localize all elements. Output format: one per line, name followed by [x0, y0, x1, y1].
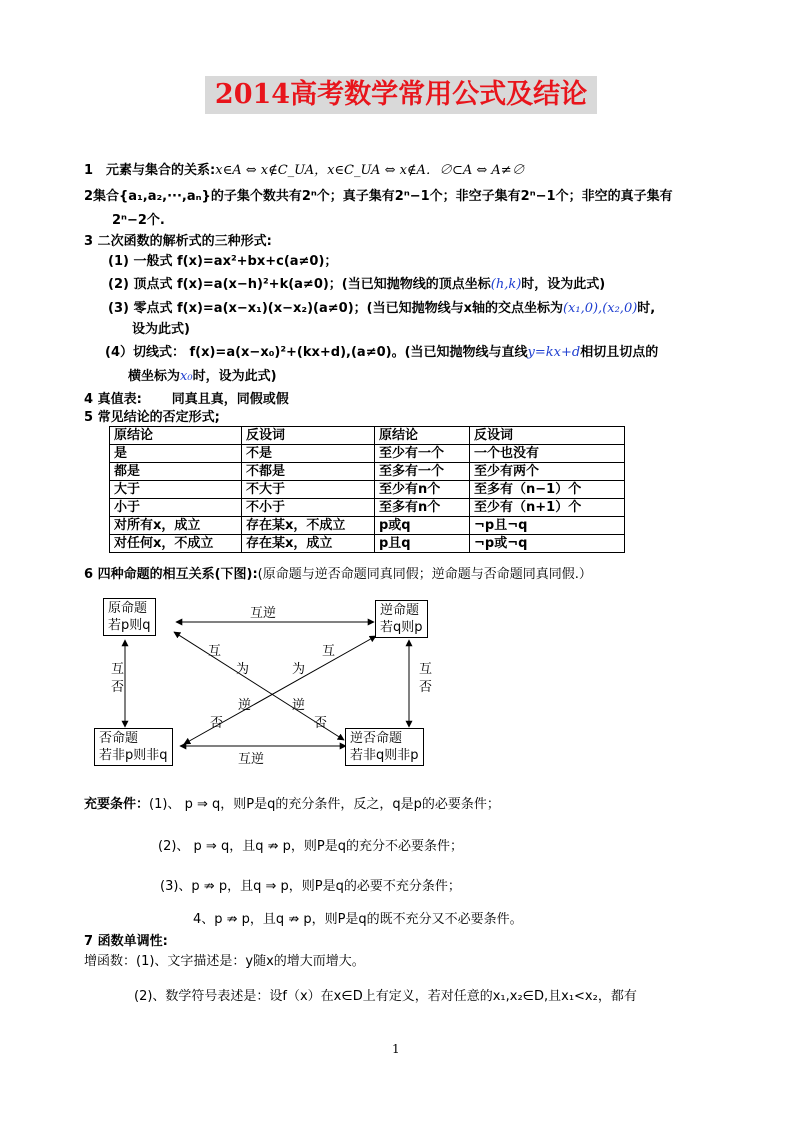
table-cell: 至多有（n−1）个 [470, 481, 625, 499]
box-original-form: 若p则q [108, 618, 151, 633]
label-diag2-4: 否 [314, 716, 328, 731]
label-diag1-2: 为 [236, 662, 250, 677]
condition-3: (3)、p ⇏ p，且q ⇒ p，则P是q的必要不充分条件； [160, 879, 461, 894]
section-2-cont: 2ⁿ−2个. [112, 213, 165, 228]
table-cell: p且q [375, 535, 470, 553]
table-cell: ¬p且¬q [470, 517, 625, 535]
box-contrapositive [345, 728, 424, 766]
label-left-1: 互 [111, 662, 125, 677]
section-4-text: 同真且真，同假或假 [171, 392, 289, 407]
box-contrapositive-form: 若非q则非p [350, 748, 419, 763]
box-original [103, 598, 156, 636]
table-cell: 原结论 [110, 427, 242, 445]
label-diag2-1: 互 [322, 644, 336, 659]
box-original-title: 原命题 [108, 601, 148, 616]
condition-label: 充要条件： [84, 797, 150, 812]
label-bottom: 互逆 [238, 752, 265, 767]
section-3-heading: 3 二次函数的解析式的三种形式: [84, 234, 272, 249]
item-4-text: (4）切线式： f(x)=a(x−x₀)²+(kx+d),(a≠0)。(当已知抛物线与直线 [105, 345, 528, 360]
label-diag2-2: 为 [292, 662, 306, 677]
item-4-cont-tail: 时，设为此式) [192, 369, 277, 384]
label-top: 互逆 [250, 606, 277, 621]
item-3-coord: (x₁,0),(x₂,0) [562, 301, 638, 316]
box-inverse [94, 728, 173, 766]
section-2: 2集合{a₁,a₂,···,aₙ}的子集个数共有2ⁿ个；真子集有2ⁿ−1个；非空子集有2ⁿ−1个；非空的真子集有 [84, 189, 673, 204]
table-cell: 是 [110, 445, 242, 463]
condition-1 [84, 796, 500, 813]
table-cell: 不都是 [242, 463, 375, 481]
table-cell: 对所有x，成立 [110, 517, 242, 535]
item-4-cont-text: 横坐标为 [128, 369, 181, 384]
table-cell: 至多有n个 [375, 499, 470, 517]
table-cell: 原结论 [375, 427, 470, 445]
section-3-item-3-cont: 设为此式) [132, 322, 190, 337]
box-inverse-form: 若非p则非q [99, 748, 168, 763]
condition-2: (2)、 p ⇒ q，且q ⇏ p，则P是q的充分不必要条件； [158, 839, 463, 854]
item-4-line: y=kx+d [527, 345, 581, 360]
box-inverse-title: 否命题 [99, 731, 139, 746]
condition-1-text: (1)、 p ⇒ q，则P是q的充分条件，反之，q是p的必要条件； [149, 797, 500, 812]
section-1-formula: x∈A ⇔ x∉C_UA，x∈C_UA ⇔ x∉A．∅⊂A ⇔ A≠∅ [215, 163, 525, 178]
item-2-tail: 时，设为此式) [521, 277, 606, 292]
table-cell: 反设词 [242, 427, 375, 445]
section-5-heading: 5 常见结论的否定形式; [84, 410, 220, 425]
section-6-heading: 6 四种命题的相互关系(下图): [84, 567, 258, 582]
item-3-tail: 时, [637, 301, 656, 316]
table-cell: 存在某x，成立 [242, 535, 375, 553]
item-3-text: (3) 零点式 f(x)=a(x−x₁)(x−x₂)(a≠0)；(当已知抛物线与x轴的交点坐标为 [108, 301, 563, 316]
table-cell: 反设词 [470, 427, 625, 445]
table-cell: 存在某x，不成立 [242, 517, 375, 535]
table-cell: 至少有一个 [375, 445, 470, 463]
page-title: 2014高考数学常用公式及结论 [205, 76, 597, 114]
label-diag1-1: 互 [208, 644, 222, 659]
table-cell: 不是 [242, 445, 375, 463]
item-2-text: (2) 顶点式 f(x)=a(x−h)²+k(a≠0)；(当已知抛物线的顶点坐标 [108, 277, 491, 292]
box-converse-form: 若q则p [380, 620, 423, 635]
table-cell: 至少有n个 [375, 481, 470, 499]
box-contrapositive-title: 逆否命题 [350, 731, 403, 746]
table-cell: p或q [375, 517, 470, 535]
label-left-2: 否 [111, 680, 125, 695]
page-number: 1 [392, 1042, 400, 1056]
label-right-1: 互 [419, 662, 433, 677]
table-cell: ¬p或¬q [470, 535, 625, 553]
item-2-coord: (h,k) [490, 277, 522, 292]
table-cell: 至少有两个 [470, 463, 625, 481]
table-cell: 不小于 [242, 499, 375, 517]
table-cell: 都是 [110, 463, 242, 481]
condition-4: 4、p ⇏ p，且q ⇏ p，则P是q的既不充分又不必要条件。 [193, 912, 523, 927]
section-3-item-1: (1) 一般式 f(x)=ax²+bx+c(a≠0)； [108, 254, 338, 269]
box-converse [375, 600, 428, 638]
table-cell: 大于 [110, 481, 242, 499]
section-6-note: (原命题与逆否命题同真同假；逆命题与否命题同真同假.） [257, 567, 592, 582]
table-cell: 至少有（n+1）个 [470, 499, 625, 517]
section-7-line-2: (2)、数学符号表述是：设f（x）在x∈D上有定义，若对任意的x₁,x₂∈D,且x₁<x₂，都有 [134, 989, 637, 1004]
label-diag1-3: 逆 [238, 698, 252, 713]
section-4-label: 4 真值表: [84, 392, 142, 407]
section-7-heading: 7 函数单调性: [84, 934, 168, 949]
label-right-2: 否 [419, 680, 433, 695]
label-diag2-3: 逆 [292, 698, 306, 713]
label-diag1-4: 否 [210, 716, 224, 731]
table-cell: 至多有一个 [375, 463, 470, 481]
table-cell: 小于 [110, 499, 242, 517]
table-cell: 对任何x，不成立 [110, 535, 242, 553]
section-7-line-1: 增函数：(1)、文字描述是：y随x的增大而增大。 [84, 954, 365, 969]
item-4-tail: 相切且切点的 [580, 345, 659, 360]
table-cell: 不大于 [242, 481, 375, 499]
table-cell: 一个也没有 [470, 445, 625, 463]
section-1-label: 1 元素与集合的关系: [84, 163, 216, 178]
item-4-x0: x₀ [180, 369, 193, 384]
box-converse-title: 逆命题 [380, 603, 420, 618]
